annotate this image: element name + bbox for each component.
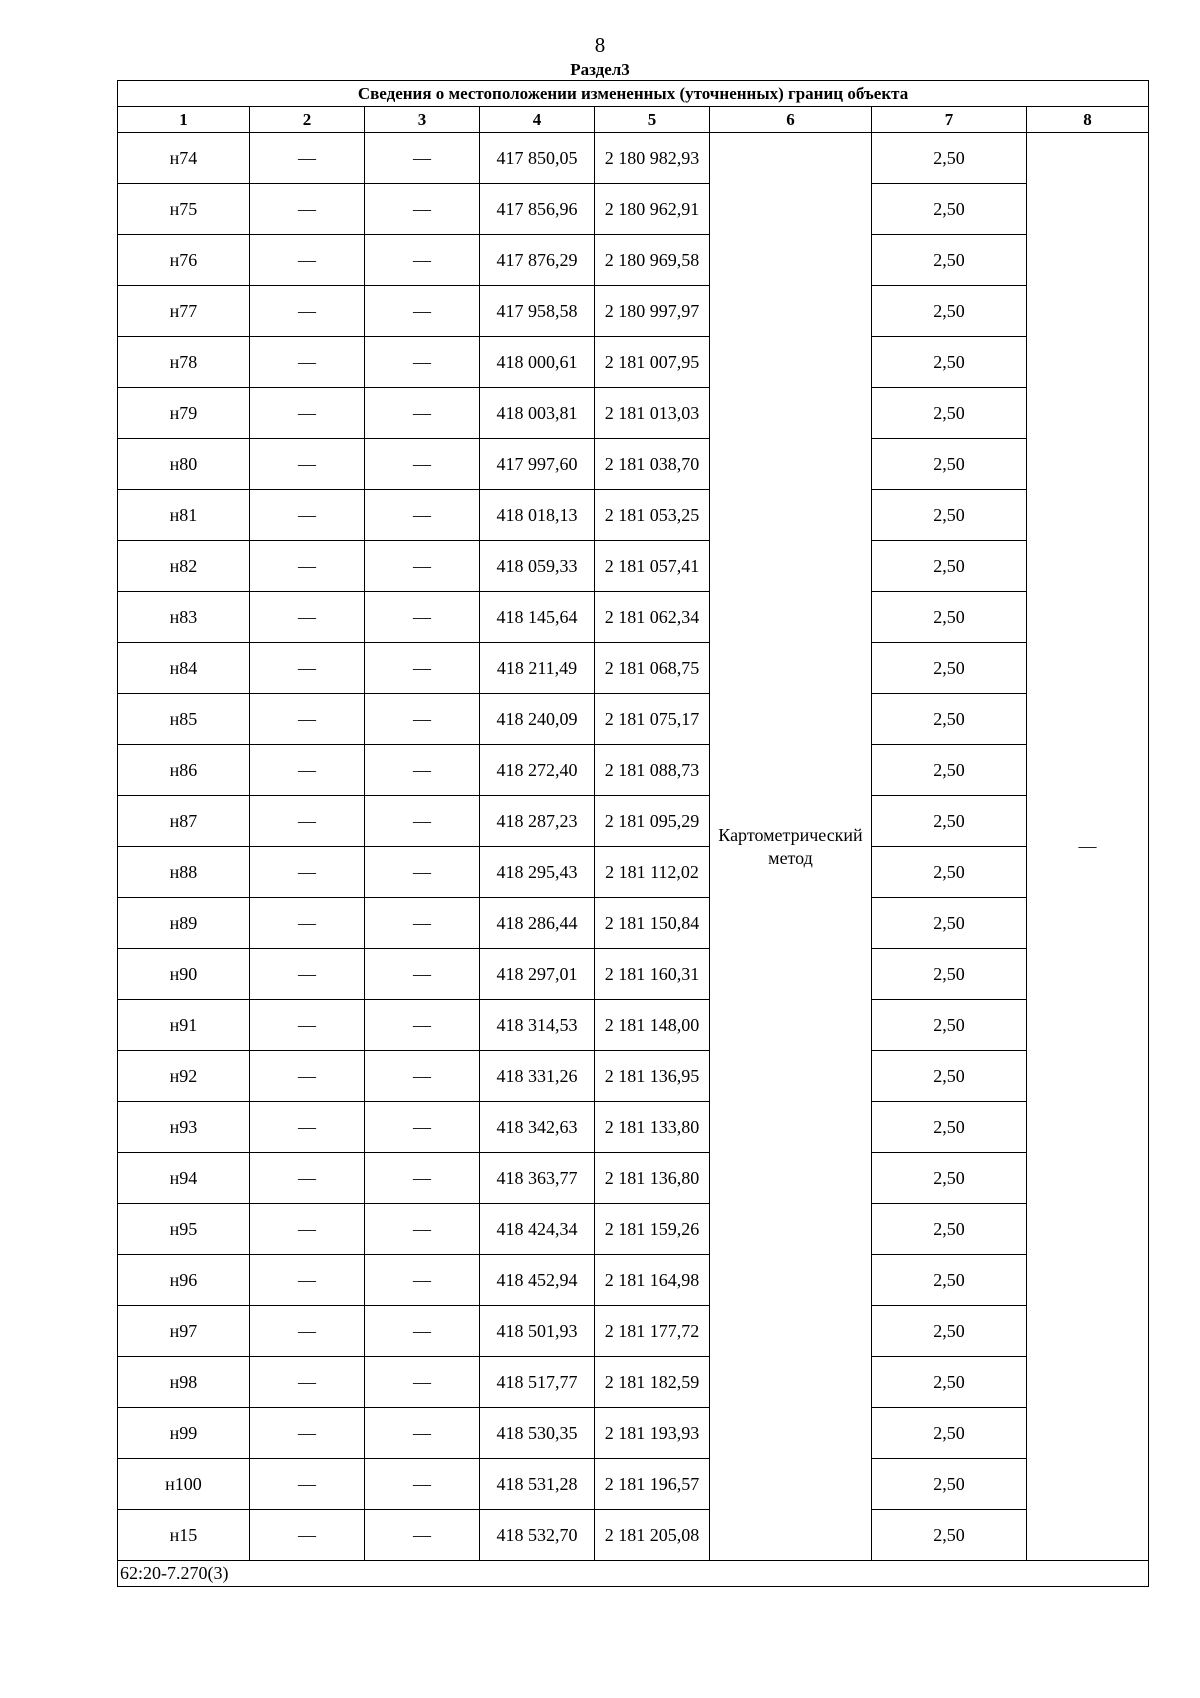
col3-cell: — <box>365 235 480 286</box>
table-row <box>118 439 1149 490</box>
y-coordinate-cell: 2 181 013,03 <box>595 388 710 439</box>
precision-cell: 2,50 <box>872 1255 1027 1306</box>
y-coordinate-cell: 2 181 038,70 <box>595 439 710 490</box>
precision-cell: 2,50 <box>872 1204 1027 1255</box>
x-coordinate-cell: 418 314,53 <box>480 1000 595 1051</box>
precision-cell: 2,50 <box>872 439 1027 490</box>
precision-cell: 2,50 <box>872 1051 1027 1102</box>
precision-cell: 2,50 <box>872 1510 1027 1561</box>
point-id-cell: н15 <box>118 1510 250 1561</box>
y-coordinate-cell: 2 181 160,31 <box>595 949 710 1000</box>
col3-cell: — <box>365 1000 480 1051</box>
col2-cell: — <box>250 1357 365 1408</box>
x-coordinate-cell: 418 331,26 <box>480 1051 595 1102</box>
y-coordinate-cell: 2 181 148,00 <box>595 1000 710 1051</box>
table-row <box>118 898 1149 949</box>
point-id-cell: н86 <box>118 745 250 796</box>
col3-cell: — <box>365 592 480 643</box>
x-coordinate-cell: 418 530,35 <box>480 1408 595 1459</box>
x-coordinate-cell: 418 272,40 <box>480 745 595 796</box>
y-coordinate-cell: 2 181 164,98 <box>595 1255 710 1306</box>
footnote: 62:20-7.270(3) <box>118 1561 1149 1587</box>
x-coordinate-cell: 418 424,34 <box>480 1204 595 1255</box>
col3-cell: — <box>365 1153 480 1204</box>
point-id-cell: н75 <box>118 184 250 235</box>
point-id-cell: н92 <box>118 1051 250 1102</box>
col3-cell: — <box>365 1204 480 1255</box>
table-row <box>118 1255 1149 1306</box>
col3-cell: — <box>365 643 480 694</box>
point-id-cell: н90 <box>118 949 250 1000</box>
precision-cell: 2,50 <box>872 1102 1027 1153</box>
point-id-cell: н78 <box>118 337 250 388</box>
col2-cell: — <box>250 490 365 541</box>
col3-cell: — <box>365 949 480 1000</box>
table-row <box>118 490 1149 541</box>
point-id-cell: н80 <box>118 439 250 490</box>
table-row <box>118 1051 1149 1102</box>
precision-cell: 2,50 <box>872 949 1027 1000</box>
point-id-cell: н99 <box>118 1408 250 1459</box>
x-coordinate-cell: 418 059,33 <box>480 541 595 592</box>
precision-cell: 2,50 <box>872 286 1027 337</box>
col2-cell: — <box>250 235 365 286</box>
column-number: 6 <box>710 107 872 133</box>
table-row <box>118 133 1149 184</box>
col2-cell: — <box>250 1255 365 1306</box>
point-id-cell: н76 <box>118 235 250 286</box>
y-coordinate-cell: 2 181 133,80 <box>595 1102 710 1153</box>
precision-cell: 2,50 <box>872 1000 1027 1051</box>
precision-cell: 2,50 <box>872 133 1027 184</box>
col2-cell: — <box>250 337 365 388</box>
col2-cell: — <box>250 388 365 439</box>
col2-cell: — <box>250 1153 365 1204</box>
x-coordinate-cell: 417 856,96 <box>480 184 595 235</box>
precision-cell: 2,50 <box>872 847 1027 898</box>
col3-cell: — <box>365 1408 480 1459</box>
y-coordinate-cell: 2 181 088,73 <box>595 745 710 796</box>
x-coordinate-cell: 418 501,93 <box>480 1306 595 1357</box>
table-row <box>118 1204 1149 1255</box>
col3-cell: — <box>365 490 480 541</box>
point-id-cell: н79 <box>118 388 250 439</box>
precision-cell: 2,50 <box>872 592 1027 643</box>
col3-cell: — <box>365 796 480 847</box>
y-coordinate-cell: 2 181 075,17 <box>595 694 710 745</box>
point-id-cell: н97 <box>118 1306 250 1357</box>
table-row <box>118 1153 1149 1204</box>
y-coordinate-cell: 2 181 196,57 <box>595 1459 710 1510</box>
table-row <box>118 643 1149 694</box>
table-row <box>118 796 1149 847</box>
x-coordinate-cell: 418 240,09 <box>480 694 595 745</box>
table-row <box>118 388 1149 439</box>
precision-cell: 2,50 <box>872 898 1027 949</box>
x-coordinate-cell: 418 003,81 <box>480 388 595 439</box>
point-id-cell: н87 <box>118 796 250 847</box>
col3-cell: — <box>365 337 480 388</box>
point-id-cell: н95 <box>118 1204 250 1255</box>
precision-cell: 2,50 <box>872 337 1027 388</box>
y-coordinate-cell: 2 181 182,59 <box>595 1357 710 1408</box>
col2-cell: — <box>250 949 365 1000</box>
y-coordinate-cell: 2 180 962,91 <box>595 184 710 235</box>
col3-cell: — <box>365 439 480 490</box>
col2-cell: — <box>250 1051 365 1102</box>
y-coordinate-cell: 2 181 057,41 <box>595 541 710 592</box>
col2-cell: — <box>250 1102 365 1153</box>
column-number: 5 <box>595 107 710 133</box>
column-number: 7 <box>872 107 1027 133</box>
x-coordinate-cell: 417 876,29 <box>480 235 595 286</box>
col3-cell: — <box>365 745 480 796</box>
col3-cell: — <box>365 1357 480 1408</box>
col3-cell: — <box>365 1306 480 1357</box>
point-id-cell: н77 <box>118 286 250 337</box>
point-id-cell: н83 <box>118 592 250 643</box>
col3-cell: — <box>365 184 480 235</box>
precision-cell: 2,50 <box>872 235 1027 286</box>
column-number-row <box>118 107 1149 133</box>
x-coordinate-cell: 418 532,70 <box>480 1510 595 1561</box>
col2-cell: — <box>250 1459 365 1510</box>
boundary-coordinates-table <box>117 80 1149 1587</box>
y-coordinate-cell: 2 181 205,08 <box>595 1510 710 1561</box>
precision-cell: 2,50 <box>872 1408 1027 1459</box>
column-number: 8 <box>1027 107 1149 133</box>
precision-cell: 2,50 <box>872 184 1027 235</box>
table-row <box>118 1357 1149 1408</box>
page-number: 8 <box>594 33 606 57</box>
table-row <box>118 847 1149 898</box>
col2-cell: — <box>250 439 365 490</box>
x-coordinate-cell: 417 958,58 <box>480 286 595 337</box>
table-caption: Сведения о местоположении измененных (уточненных) границ объекта <box>118 81 1149 107</box>
point-id-cell: н82 <box>118 541 250 592</box>
precision-cell: 2,50 <box>872 1357 1027 1408</box>
point-id-cell: н81 <box>118 490 250 541</box>
col2-cell: — <box>250 898 365 949</box>
point-id-cell: н100 <box>118 1459 250 1510</box>
x-coordinate-cell: 417 997,60 <box>480 439 595 490</box>
x-coordinate-cell: 418 363,77 <box>480 1153 595 1204</box>
x-coordinate-cell: 418 287,23 <box>480 796 595 847</box>
y-coordinate-cell: 2 181 053,25 <box>595 490 710 541</box>
table-row <box>118 1510 1149 1561</box>
precision-cell: 2,50 <box>872 643 1027 694</box>
col3-cell: — <box>365 1459 480 1510</box>
point-id-cell: н85 <box>118 694 250 745</box>
precision-cell: 2,50 <box>872 1153 1027 1204</box>
y-coordinate-cell: 2 181 068,75 <box>595 643 710 694</box>
x-coordinate-cell: 418 295,43 <box>480 847 595 898</box>
col2-cell: — <box>250 796 365 847</box>
point-id-cell: н93 <box>118 1102 250 1153</box>
col3-cell: — <box>365 286 480 337</box>
col2-cell: — <box>250 541 365 592</box>
col2-cell: — <box>250 1510 365 1561</box>
y-coordinate-cell: 2 180 997,97 <box>595 286 710 337</box>
precision-cell: 2,50 <box>872 694 1027 745</box>
method-cell: Картометрический метод <box>710 133 872 1561</box>
column-number: 3 <box>365 107 480 133</box>
x-coordinate-cell: 418 452,94 <box>480 1255 595 1306</box>
table-row <box>118 235 1149 286</box>
point-id-cell: н98 <box>118 1357 250 1408</box>
precision-cell: 2,50 <box>872 796 1027 847</box>
x-coordinate-cell: 418 297,01 <box>480 949 595 1000</box>
column-number: 2 <box>250 107 365 133</box>
table-row <box>118 1408 1149 1459</box>
precision-cell: 2,50 <box>872 745 1027 796</box>
table-row <box>118 745 1149 796</box>
point-id-cell: н74 <box>118 133 250 184</box>
col3-cell: — <box>365 1255 480 1306</box>
table-row <box>118 286 1149 337</box>
column-number: 4 <box>480 107 595 133</box>
x-coordinate-cell: 418 211,49 <box>480 643 595 694</box>
y-coordinate-cell: 2 181 136,95 <box>595 1051 710 1102</box>
column-number: 1 <box>118 107 250 133</box>
y-coordinate-cell: 2 181 177,72 <box>595 1306 710 1357</box>
col2-cell: — <box>250 184 365 235</box>
x-coordinate-cell: 418 342,63 <box>480 1102 595 1153</box>
col2-cell: — <box>250 133 365 184</box>
y-coordinate-cell: 2 181 062,34 <box>595 592 710 643</box>
y-coordinate-cell: 2 181 007,95 <box>595 337 710 388</box>
col3-cell: — <box>365 388 480 439</box>
table-row <box>118 592 1149 643</box>
col2-cell: — <box>250 745 365 796</box>
precision-cell: 2,50 <box>872 388 1027 439</box>
col2-cell: — <box>250 1000 365 1051</box>
table-row <box>118 541 1149 592</box>
y-coordinate-cell: 2 181 159,26 <box>595 1204 710 1255</box>
x-coordinate-cell: 417 850,05 <box>480 133 595 184</box>
col2-cell: — <box>250 1306 365 1357</box>
table-row <box>118 184 1149 235</box>
y-coordinate-cell: 2 181 112,02 <box>595 847 710 898</box>
point-id-cell: н89 <box>118 898 250 949</box>
col3-cell: — <box>365 847 480 898</box>
y-coordinate-cell: 2 181 136,80 <box>595 1153 710 1204</box>
col3-cell: — <box>365 133 480 184</box>
y-coordinate-cell: 2 180 982,93 <box>595 133 710 184</box>
point-id-cell: н94 <box>118 1153 250 1204</box>
point-id-cell: н84 <box>118 643 250 694</box>
section-title: Раздел3 <box>570 60 630 79</box>
col2-cell: — <box>250 286 365 337</box>
col2-cell: — <box>250 694 365 745</box>
precision-cell: 2,50 <box>872 490 1027 541</box>
precision-cell: 2,50 <box>872 541 1027 592</box>
x-coordinate-cell: 418 145,64 <box>480 592 595 643</box>
point-id-cell: н96 <box>118 1255 250 1306</box>
col3-cell: — <box>365 898 480 949</box>
col3-cell: — <box>365 694 480 745</box>
col2-cell: — <box>250 643 365 694</box>
table-row <box>118 694 1149 745</box>
table-row <box>118 1102 1149 1153</box>
footnote-row <box>118 1561 1149 1587</box>
x-coordinate-cell: 418 286,44 <box>480 898 595 949</box>
table-row <box>118 1000 1149 1051</box>
x-coordinate-cell: 418 000,61 <box>480 337 595 388</box>
precision-cell: 2,50 <box>872 1459 1027 1510</box>
col2-cell: — <box>250 1408 365 1459</box>
x-coordinate-cell: 418 018,13 <box>480 490 595 541</box>
x-coordinate-cell: 418 517,77 <box>480 1357 595 1408</box>
point-id-cell: н91 <box>118 1000 250 1051</box>
col3-cell: — <box>365 1102 480 1153</box>
table-row <box>118 337 1149 388</box>
precision-cell: 2,50 <box>872 1306 1027 1357</box>
col3-cell: — <box>365 1051 480 1102</box>
table-row <box>118 949 1149 1000</box>
col2-cell: — <box>250 847 365 898</box>
y-coordinate-cell: 2 180 969,58 <box>595 235 710 286</box>
point-id-cell: н88 <box>118 847 250 898</box>
x-coordinate-cell: 418 531,28 <box>480 1459 595 1510</box>
y-coordinate-cell: 2 181 193,93 <box>595 1408 710 1459</box>
table-row <box>118 1306 1149 1357</box>
y-coordinate-cell: 2 181 150,84 <box>595 898 710 949</box>
col2-cell: — <box>250 1204 365 1255</box>
col3-cell: — <box>365 1510 480 1561</box>
y-coordinate-cell: 2 181 095,29 <box>595 796 710 847</box>
col3-cell: — <box>365 541 480 592</box>
table-row <box>118 1459 1149 1510</box>
col2-cell: — <box>250 592 365 643</box>
col8-cell: — <box>1027 133 1149 1561</box>
